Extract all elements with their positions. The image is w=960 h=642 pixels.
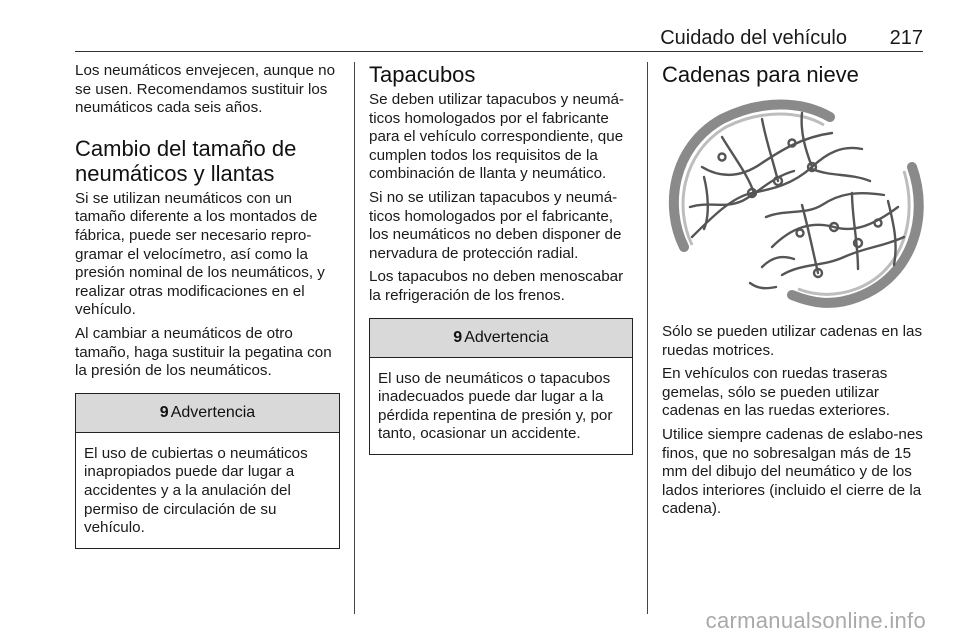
warning-text: El uso de neumáticos o tapacubos inadecuados puede dar lugar a la pérdida repentina de presión y, por tanto, ocasionar un accidente. [378,369,613,443]
heading-tire-size-change: Cambio del tamaño de neumáticos y llantas [75,135,297,186]
paragraph: Sólo se pueden utilizar cadenas en las ruedas motrices. [662,323,923,359]
paragraph: Al cambiar a neumáticos de otro tamaño, haga sustituir la pegatina con la presión de los neumáticos. [75,324,332,380]
column-left [75,62,340,549]
paragraph: Se deben utilizar tapacubos y neumá-ticos homologados por el fabricante para el vehículo correspondiente, que cumplen todos los requisitos de la combinación de llanta y neumático. [369,91,624,183]
column-right [662,62,926,524]
warning-text: El uso de cubiertas o neumáticos inapropiados puede dar lugar a accidentes y a la anulación del permiso de circulación de su vehículo. [84,444,308,537]
intro-paragraph: Los neumáticos envejecen, aunque no se usen. Recomendamos sustituir los neumáticos cada seis años. [75,62,336,117]
snow-chains-illustration [662,97,924,309]
warning-title: Advertencia [170,403,256,421]
column-divider [647,62,648,614]
paragraph: Los tapacubos no deben menoscabar la refrigeración de los frenos. [369,268,624,304]
warning-box [369,318,633,455]
heading-hubcaps: Tapacubos [369,62,476,87]
warning-body [370,358,632,454]
watermark: carmanualsonline.info [705,608,926,633]
warning-box [75,393,340,549]
warning-title: Advertencia [464,328,549,346]
warning-icon: 9 [159,403,169,421]
section-title: Cuidado del vehículo [660,27,847,49]
warning-body [76,433,339,548]
column-divider [354,62,355,614]
page-header [75,23,923,52]
warning-header [76,394,339,433]
paragraph: Utilice siempre cadenas de eslabo-nes finos, que no sobresalgan más de 15 mm del dibujo del neumático y de los lados interiores (incluido el cierre de la cadena). [662,425,923,518]
page-number: 217 [889,27,923,49]
heading-snow-chains: Cadenas para nieve [662,62,859,87]
paragraph: Si se utilizan neumáticos con un tamaño diferente a los montados de fábrica, puede ser necesario repro-gramar el velocímetro, así como la presión nominal de los neumáticos, y realizar otras modificaciones en el vehículo. [75,189,325,319]
paragraph: En vehículos con ruedas traseras gemelas, sólo se pueden utilizar cadenas en las ruedas exteriores. [662,365,890,420]
paragraph: Si no se utilizan tapacubos y neumá-ticos homologados por el fabricante, los neumáticos no deben disponer de nervadura de protección radial. [369,188,622,262]
column-middle [369,62,633,455]
warning-icon: 9 [453,328,463,346]
warning-header [370,319,632,358]
